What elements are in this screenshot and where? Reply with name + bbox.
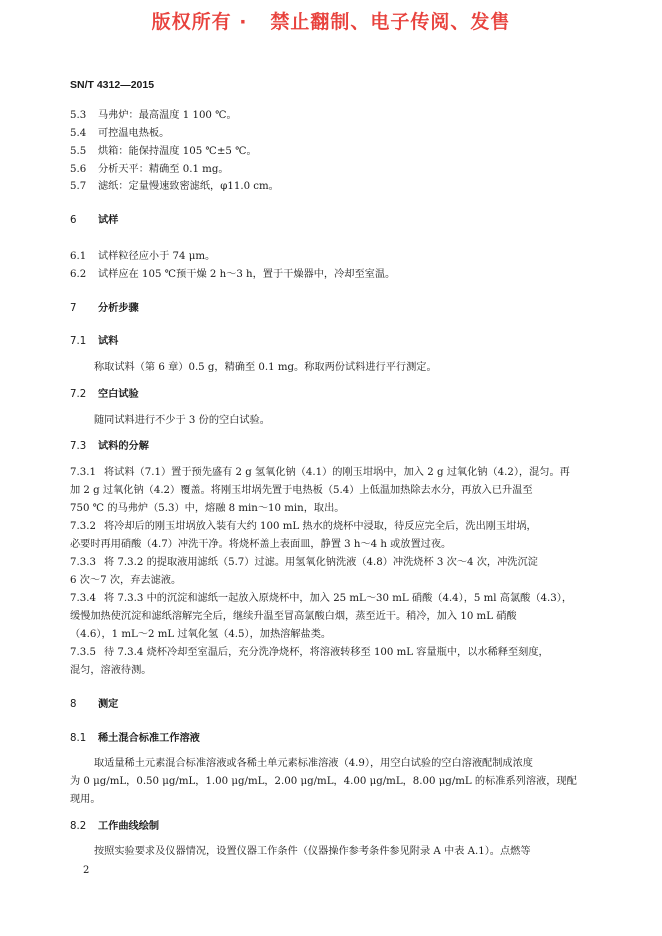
section-heading: 7 分析步骤 [70,303,139,314]
subsection-heading: 8.1 稀土混合标准工作溶液 [70,733,200,744]
paragraph-line: 7.3.4 将 7.3.3 中的沉淀和滤纸一起放入原烧杯中，加入 25 mL～30 mL 硝酸（4.4），5 ml 高氯酸（4.3）， [70,593,573,604]
paragraph-line: 按照实验要求及仪器情况，设置仪器工作条件（仪器操作参考条件参见附录 A 中表 A.1）。点燃等 [94,846,531,857]
subsection-heading: 7.2 空白试验 [70,389,139,400]
section-heading: 6 试样 [70,215,119,226]
paragraph-line: 7.3.2 将冷却后的刚玉坩埚放入装有大约 100 mL 热水的烧杯中浸取，待反应完全后，洗出刚玉坩埚， [70,521,537,532]
paragraph-line: 现用。 [70,794,101,805]
list-item: 5.3 马弗炉：最高温度 1 100 ℃。 [70,110,237,121]
section-heading: 8 测定 [70,699,119,710]
list-item: 6.1 试样粒径应小于 74 μm。 [70,251,216,262]
paragraph-line: 混匀，溶液待测。 [70,665,152,676]
paragraph-line: （4.6），1 mL～2 mL 过氧化氢（4.5），加热溶解盐类。 [70,629,332,640]
paragraph-line: 取适量稀土元素混合标准溶液或各稀土单元素标准溶液（4.9），用空白试验的空白溶液配制成浓度 [94,758,533,769]
subsection-heading: 8.2 工作曲线绘制 [70,821,160,832]
list-item: 6.2 试样应在 105 ℃预干燥 2 h～3 h，置于干燥器中，冷却至室温。 [70,269,396,280]
paragraph-line: 缓慢加热使沉淀和滤纸溶解完全后，继续升温至冒高氯酸白烟，蒸至近干。稍冷，加入 10 mL 硝酸 [70,611,517,622]
paragraph-line: 必要时再用硝酸（4.7）冲洗干净。将烧杯盖上表面皿，静置 3 h～4 h 或放置过夜。 [70,539,452,550]
subsection-heading: 7.1 试料 [70,336,119,347]
paragraph-line: 为 0 μg/mL，0.50 μg/mL，1.00 μg/mL，2.00 μg/mL，4.00 μg/mL，8.00 μg/mL 的标准系列溶液，现配 [70,776,577,787]
paragraph-line: 7.3.3 将 7.3.2 的提取液用滤纸（5.7）过滤。用氢氧化钠洗液（4.8）冲洗烧杯 3 次～4 次，冲洗沉淀 [70,557,538,568]
copyright-banner: 版权所有 · 禁止翻制、电子传阅、发售 [151,11,511,33]
paragraph-line: 加 2 g 过氧化钠（4.2）覆盖。将刚玉坩埚先置于电热板（5.4）上低温加热除去水分，再放入已升温至 [70,485,533,496]
list-item: 5.4 可控温电热板。 [70,128,170,139]
subsection-heading: 7.3 试料的分解 [70,441,149,452]
list-item: 5.7 滤纸：定量慢速致密滤纸，φ11.0 cm。 [70,181,279,192]
list-item: 5.6 分析天平：精确至 0.1 mg。 [70,164,229,175]
list-item: 5.5 烘箱：能保持温度 105 ℃±5 ℃。 [70,146,257,157]
page-number: 2 [83,865,90,876]
paragraph-line: 随同试料进行不少于 3 份的空白试验。 [94,415,270,426]
paragraph-line: 7.3.5 待 7.3.4 烧杯冷却至室温后，充分洗净烧杯，将溶液转移至 100 mL 容量瓶中，以水稀释至刻度， [70,647,549,658]
paragraph-line: 7.3.1 将试料（7.1）置于预先盛有 2 g 氢氧化钠（4.1）的刚玉坩埚中，加入 2 g 过氧化钠（4.2），混匀。再 [70,467,570,478]
standard-number: SN/T 4312—2015 [70,79,155,91]
paragraph-line: 6 次～7 次，弃去滤液。 [70,575,182,586]
paragraph-line: 称取试料（第 6 章）0.5 g，精确至 0.1 mg。称取两份试料进行平行测定。 [94,362,437,373]
paragraph-line: 750 ℃ 的马弗炉（5.3）中，熔融 8 min～10 min，取出。 [70,503,345,514]
